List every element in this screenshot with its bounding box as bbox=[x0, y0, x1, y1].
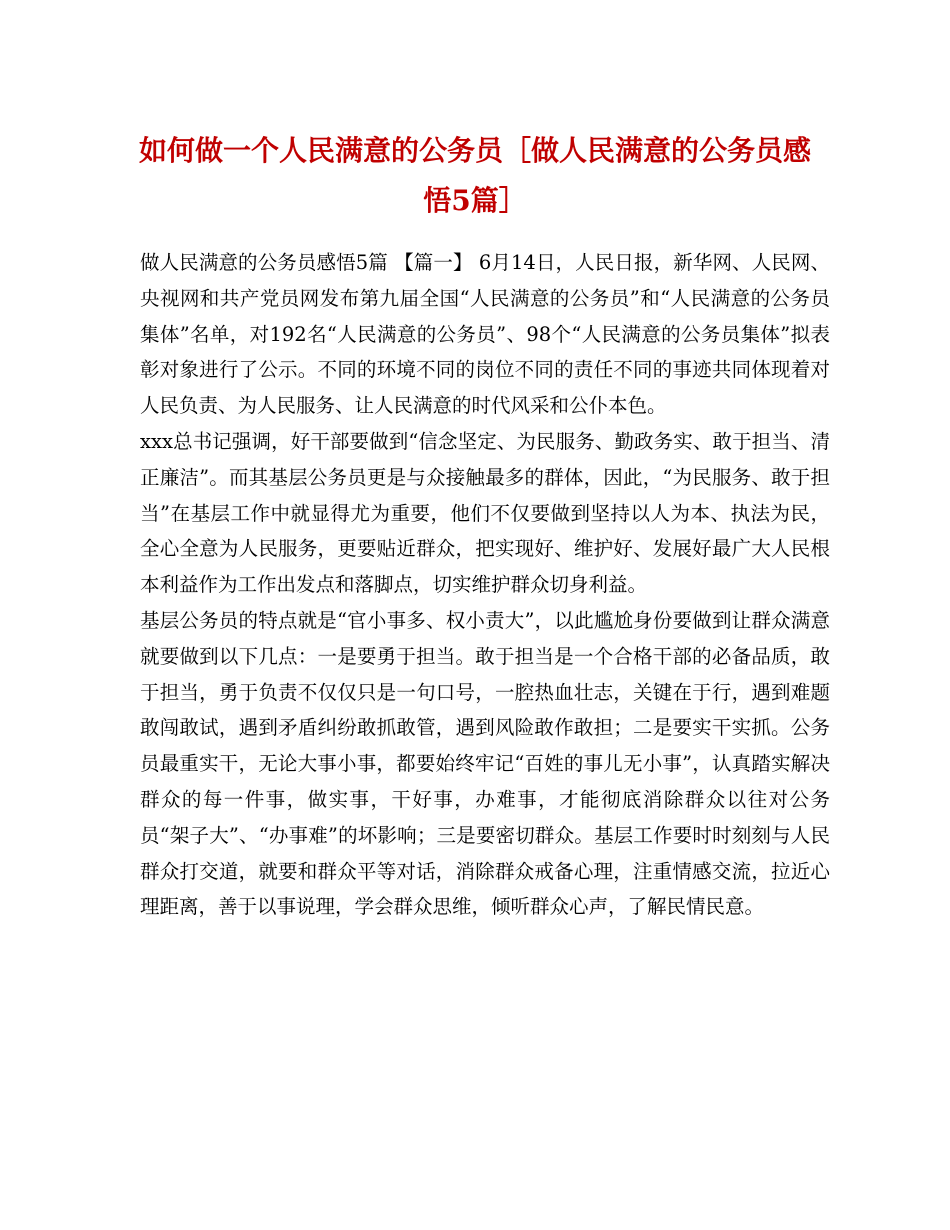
title-line-1: 如何做一个人民满意的公务员［做人民满意的公务员感 bbox=[138, 134, 811, 167]
paragraph-2: xxx总书记强调，好干部要做到“信念坚定、为民服务、勤政务实、敢于担当、清正廉洁”。而其基层公务员更是与众接触最多的群体，因此，“为民服务、敢于担当”在基层工作中就显得尤为重要，他们不仅要做到坚持以人为本、执法为民，全心全意为人民服务，更要贴近群众，把实现好、维护好、发展好最广大人民根本利益作为工作出发点和落脚点，切实维护群众切身利益。 bbox=[140, 429, 830, 597]
document-title bbox=[100, 126, 850, 226]
title-line-2: 悟5篇］ bbox=[423, 184, 527, 217]
paragraph-3: 基层公务员的特点就是“官小事多、权小责大”，以此尴尬身份要做到让群众满意就要做到以下几点：一是要勇于担当。敢于担当是一个合格干部的必备品质，敢于担当，勇于负责不仅仅只是一句口号，一腔热血壮志，关键在于行，遇到难题敢闯敢试，遇到矛盾纠纷敢抓敢管，遇到风险敢作敢担；二是要实干实抓。公务员最重实干，无论大事小事，都要始终牢记“百姓的事儿无小事”，认真踏实解决群众的每一件事，做实事，干好事，办难事，才能彻底消除群众以往对公务员“架子大”、“办事难”的坏影响；三是要密切群众。基层工作要时时刻刻与人民群众打交道，就要和群众平等对话，消除群众戒备心理，注重情感交流，拉近心理距离，善于以事说理，学会群众思维，倾听群众心声，了解民情民意。 bbox=[140, 608, 830, 919]
paragraph-1: 做人民满意的公务员感悟5篇 【篇一】 6月14日，人民日报，新华网、人民网、央视网和共产党员网发布第九届全国“人民满意的公务员”和“人民满意的公务员集体”名单，对192名“人民满意的公务员”、98个“人民满意的公务员集体”拟表彰对象进行了公示。不同的环境不同的岗位不同的责任不同的事迹共同体现着对人民负责、为人民服务、让人民满意的时代风采和公仆本色。 bbox=[140, 251, 830, 418]
document-body bbox=[140, 245, 830, 925]
